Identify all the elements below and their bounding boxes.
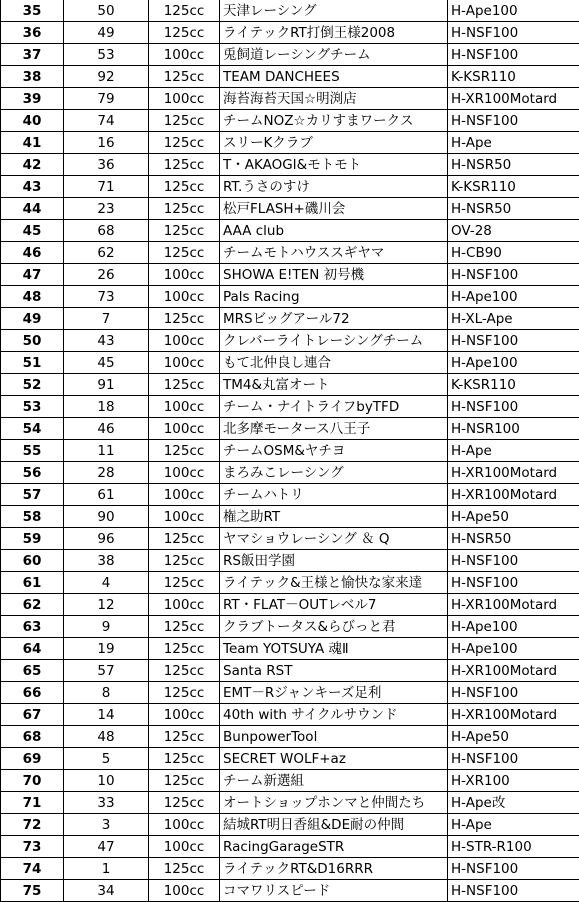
displacement-cell: 125cc: [149, 22, 220, 44]
position-cell: 49: [1, 308, 64, 330]
position-cell: 74: [1, 858, 64, 880]
machine-cell: H-STR-R100: [448, 836, 579, 858]
displacement-cell: 100cc: [149, 484, 220, 506]
displacement-cell: 100cc: [149, 594, 220, 616]
machine-cell: H-Ape100: [448, 352, 579, 374]
table-row: [1, 264, 579, 286]
displacement-cell: 100cc: [149, 352, 220, 374]
machine-cell: K-KSR110: [448, 374, 579, 396]
number-cell: 10: [64, 770, 149, 792]
number-cell: 45: [64, 352, 149, 374]
position-cell: 38: [1, 66, 64, 88]
displacement-cell: 125cc: [149, 308, 220, 330]
number-cell: 43: [64, 330, 149, 352]
position-cell: 37: [1, 44, 64, 66]
displacement-cell: 125cc: [149, 374, 220, 396]
machine-cell: H-Ape50: [448, 726, 579, 748]
number-cell: 12: [64, 594, 149, 616]
machine-cell: H-NSR50: [448, 154, 579, 176]
displacement-cell: 125cc: [149, 132, 220, 154]
number-cell: 49: [64, 22, 149, 44]
team-name-cell: 海苔海苔天国☆明渕店: [220, 88, 448, 110]
position-cell: 63: [1, 616, 64, 638]
team-name-cell: 兎飼道レーシングチーム: [220, 44, 448, 66]
position-cell: 48: [1, 286, 64, 308]
table-row: [1, 242, 579, 264]
position-cell: 47: [1, 264, 64, 286]
position-cell: 41: [1, 132, 64, 154]
team-name-cell: ライテックRT打倒王様2008: [220, 22, 448, 44]
position-cell: 53: [1, 396, 64, 418]
position-cell: 55: [1, 440, 64, 462]
position-cell: 56: [1, 462, 64, 484]
team-name-cell: もて北仲良し連合: [220, 352, 448, 374]
machine-cell: H-NSF100: [448, 682, 579, 704]
table-row: [1, 308, 579, 330]
machine-cell: H-Ape100: [448, 286, 579, 308]
table-row: [1, 0, 579, 22]
position-cell: 73: [1, 836, 64, 858]
number-cell: 5: [64, 748, 149, 770]
position-cell: 40: [1, 110, 64, 132]
position-cell: 64: [1, 638, 64, 660]
table-row: [1, 792, 579, 814]
number-cell: 7: [64, 308, 149, 330]
table-row: [1, 880, 579, 902]
machine-cell: H-NSF100: [448, 858, 579, 880]
displacement-cell: 125cc: [149, 198, 220, 220]
position-cell: 71: [1, 792, 64, 814]
position-cell: 45: [1, 220, 64, 242]
table-row: [1, 396, 579, 418]
machine-cell: H-NSF100: [448, 22, 579, 44]
machine-cell: H-Ape: [448, 814, 579, 836]
number-cell: 18: [64, 396, 149, 418]
position-cell: 39: [1, 88, 64, 110]
displacement-cell: 125cc: [149, 110, 220, 132]
table-row: [1, 616, 579, 638]
team-name-cell: オートショップホンマと仲間たち: [220, 792, 448, 814]
machine-cell: H-NSF100: [448, 110, 579, 132]
number-cell: 91: [64, 374, 149, 396]
number-cell: 61: [64, 484, 149, 506]
table-row: [1, 220, 579, 242]
table-row: [1, 770, 579, 792]
number-cell: 79: [64, 88, 149, 110]
number-cell: 57: [64, 660, 149, 682]
machine-cell: H-NSF100: [448, 396, 579, 418]
table-row: [1, 594, 579, 616]
number-cell: 14: [64, 704, 149, 726]
displacement-cell: 125cc: [149, 220, 220, 242]
position-cell: 62: [1, 594, 64, 616]
team-name-cell: Team YOTSUYA 魂Ⅱ: [220, 638, 448, 660]
team-name-cell: RS飯田学園: [220, 550, 448, 572]
number-cell: 28: [64, 462, 149, 484]
number-cell: 50: [64, 0, 149, 22]
displacement-cell: 125cc: [149, 0, 220, 22]
machine-cell: H-XR100Motard: [448, 594, 579, 616]
number-cell: 11: [64, 440, 149, 462]
number-cell: 3: [64, 814, 149, 836]
position-cell: 35: [1, 0, 64, 22]
table-row: [1, 286, 579, 308]
position-cell: 50: [1, 330, 64, 352]
displacement-cell: 125cc: [149, 550, 220, 572]
table-row: [1, 132, 579, 154]
displacement-cell: 100cc: [149, 836, 220, 858]
position-cell: 75: [1, 880, 64, 902]
team-name-cell: チームハトリ: [220, 484, 448, 506]
team-name-cell: ライテック&王様と愉快な家来達: [220, 572, 448, 594]
machine-cell: H-CB90: [448, 242, 579, 264]
table-row: [1, 44, 579, 66]
team-name-cell: チームNOZ☆カリすまワークス: [220, 110, 448, 132]
displacement-cell: 125cc: [149, 792, 220, 814]
displacement-cell: 125cc: [149, 528, 220, 550]
team-name-cell: クラブトータス&らびっと君: [220, 616, 448, 638]
position-cell: 65: [1, 660, 64, 682]
displacement-cell: 125cc: [149, 176, 220, 198]
team-name-cell: スリーKクラブ: [220, 132, 448, 154]
team-name-cell: T・AKAOGI&モトモト: [220, 154, 448, 176]
machine-cell: H-Ape: [448, 132, 579, 154]
table-row: [1, 726, 579, 748]
machine-cell: H-NSR100: [448, 418, 579, 440]
team-name-cell: SHOWA E!TEN 初号機: [220, 264, 448, 286]
machine-cell: H-NSF100: [448, 748, 579, 770]
table-row: [1, 836, 579, 858]
table-row: [1, 176, 579, 198]
table-row: [1, 858, 579, 880]
team-name-cell: RacingGarageSTR: [220, 836, 448, 858]
displacement-cell: 125cc: [149, 154, 220, 176]
displacement-cell: 100cc: [149, 506, 220, 528]
team-name-cell: BunpowerTool: [220, 726, 448, 748]
team-name-cell: コマワリスピード: [220, 880, 448, 902]
team-name-cell: MRSビッグアール72: [220, 308, 448, 330]
number-cell: 4: [64, 572, 149, 594]
team-name-cell: まろみこレーシング: [220, 462, 448, 484]
table-row: [1, 682, 579, 704]
position-cell: 52: [1, 374, 64, 396]
table-row: [1, 506, 579, 528]
position-cell: 68: [1, 726, 64, 748]
number-cell: 47: [64, 836, 149, 858]
number-cell: 53: [64, 44, 149, 66]
number-cell: 1: [64, 858, 149, 880]
displacement-cell: 125cc: [149, 770, 220, 792]
displacement-cell: 125cc: [149, 572, 220, 594]
displacement-cell: 125cc: [149, 682, 220, 704]
position-cell: 67: [1, 704, 64, 726]
machine-cell: OV-28: [448, 220, 579, 242]
displacement-cell: 125cc: [149, 660, 220, 682]
machine-cell: H-Ape100: [448, 616, 579, 638]
team-name-cell: クレバーライトレーシングチーム: [220, 330, 448, 352]
table-row: [1, 198, 579, 220]
team-name-cell: EMT－Rジャンキーズ足利: [220, 682, 448, 704]
machine-cell: H-Ape100: [448, 638, 579, 660]
machine-cell: H-Ape: [448, 440, 579, 462]
displacement-cell: 125cc: [149, 858, 220, 880]
position-cell: 46: [1, 242, 64, 264]
machine-cell: H-XR100Motard: [448, 484, 579, 506]
displacement-cell: 100cc: [149, 286, 220, 308]
number-cell: 36: [64, 154, 149, 176]
team-name-cell: チーム新選組: [220, 770, 448, 792]
number-cell: 96: [64, 528, 149, 550]
number-cell: 33: [64, 792, 149, 814]
machine-cell: H-NSF100: [448, 550, 579, 572]
machine-cell: H-XL-Ape: [448, 308, 579, 330]
table-row: [1, 638, 579, 660]
displacement-cell: 100cc: [149, 396, 220, 418]
team-name-cell: 天津レーシング: [220, 0, 448, 22]
table-row: [1, 66, 579, 88]
number-cell: 8: [64, 682, 149, 704]
position-cell: 70: [1, 770, 64, 792]
table-row: [1, 550, 579, 572]
table-row: [1, 418, 579, 440]
displacement-cell: 100cc: [149, 462, 220, 484]
table-row: [1, 572, 579, 594]
table-row: [1, 704, 579, 726]
team-name-cell: Pals Racing: [220, 286, 448, 308]
position-cell: 44: [1, 198, 64, 220]
team-name-cell: 40th with サイクルサウンド: [220, 704, 448, 726]
machine-cell: K-KSR110: [448, 66, 579, 88]
position-cell: 61: [1, 572, 64, 594]
machine-cell: H-XR100Motard: [448, 88, 579, 110]
number-cell: 62: [64, 242, 149, 264]
number-cell: 73: [64, 286, 149, 308]
displacement-cell: 125cc: [149, 616, 220, 638]
displacement-cell: 100cc: [149, 880, 220, 902]
team-name-cell: ヤマショウレーシング ＆ Q: [220, 528, 448, 550]
machine-cell: H-Ape100: [448, 0, 579, 22]
table-row: [1, 814, 579, 836]
machine-cell: H-NSF100: [448, 44, 579, 66]
team-name-cell: チーム・ナイトライフbyTFD: [220, 396, 448, 418]
results-table-body: [1, 0, 579, 902]
position-cell: 57: [1, 484, 64, 506]
machine-cell: H-NSR50: [448, 198, 579, 220]
position-cell: 69: [1, 748, 64, 770]
displacement-cell: 100cc: [149, 88, 220, 110]
number-cell: 46: [64, 418, 149, 440]
table-row: [1, 110, 579, 132]
machine-cell: H-XR100Motard: [448, 704, 579, 726]
number-cell: 16: [64, 132, 149, 154]
position-cell: 43: [1, 176, 64, 198]
displacement-cell: 100cc: [149, 264, 220, 286]
machine-cell: H-XR100Motard: [448, 462, 579, 484]
displacement-cell: 100cc: [149, 814, 220, 836]
table-row: [1, 484, 579, 506]
table-row: [1, 154, 579, 176]
displacement-cell: 125cc: [149, 638, 220, 660]
team-name-cell: 北多摩モータース八王子: [220, 418, 448, 440]
team-name-cell: AAA club: [220, 220, 448, 242]
number-cell: 92: [64, 66, 149, 88]
team-name-cell: 結城RT明日香組&DE耐の仲間: [220, 814, 448, 836]
machine-cell: H-XR100Motard: [448, 660, 579, 682]
team-name-cell: RT.うさのすけ: [220, 176, 448, 198]
number-cell: 90: [64, 506, 149, 528]
table-row: [1, 440, 579, 462]
table-row: [1, 330, 579, 352]
team-name-cell: Santa RST: [220, 660, 448, 682]
team-name-cell: チームモトハウススギヤマ: [220, 242, 448, 264]
machine-cell: K-KSR110: [448, 176, 579, 198]
machine-cell: H-NSF100: [448, 572, 579, 594]
number-cell: 34: [64, 880, 149, 902]
displacement-cell: 100cc: [149, 44, 220, 66]
displacement-cell: 100cc: [149, 704, 220, 726]
position-cell: 51: [1, 352, 64, 374]
position-cell: 54: [1, 418, 64, 440]
number-cell: 38: [64, 550, 149, 572]
number-cell: 23: [64, 198, 149, 220]
displacement-cell: 125cc: [149, 748, 220, 770]
position-cell: 66: [1, 682, 64, 704]
machine-cell: H-NSR50: [448, 528, 579, 550]
machine-cell: H-Ape改: [448, 792, 579, 814]
number-cell: 74: [64, 110, 149, 132]
team-name-cell: 権之助RT: [220, 506, 448, 528]
machine-cell: H-NSF100: [448, 880, 579, 902]
team-name-cell: チームOSM&ヤチヨ: [220, 440, 448, 462]
displacement-cell: 100cc: [149, 330, 220, 352]
table-row: [1, 88, 579, 110]
machine-cell: H-NSF100: [448, 330, 579, 352]
table-row: [1, 462, 579, 484]
displacement-cell: 125cc: [149, 726, 220, 748]
number-cell: 68: [64, 220, 149, 242]
table-row: [1, 748, 579, 770]
table-row: [1, 660, 579, 682]
team-name-cell: SECRET WOLF+az: [220, 748, 448, 770]
number-cell: 26: [64, 264, 149, 286]
table-row: [1, 528, 579, 550]
position-cell: 72: [1, 814, 64, 836]
number-cell: 71: [64, 176, 149, 198]
displacement-cell: 125cc: [149, 66, 220, 88]
position-cell: 58: [1, 506, 64, 528]
team-name-cell: TM4&丸富オート: [220, 374, 448, 396]
position-cell: 42: [1, 154, 64, 176]
machine-cell: H-NSF100: [448, 264, 579, 286]
number-cell: 48: [64, 726, 149, 748]
table-row: [1, 22, 579, 44]
position-cell: 59: [1, 528, 64, 550]
team-name-cell: RT・FLAT－OUTレベル7: [220, 594, 448, 616]
team-name-cell: ライテックRT&D16RRR: [220, 858, 448, 880]
displacement-cell: 125cc: [149, 242, 220, 264]
position-cell: 36: [1, 22, 64, 44]
displacement-cell: 125cc: [149, 440, 220, 462]
table-row: [1, 374, 579, 396]
machine-cell: H-XR100: [448, 770, 579, 792]
number-cell: 9: [64, 616, 149, 638]
machine-cell: H-Ape50: [448, 506, 579, 528]
displacement-cell: 100cc: [149, 418, 220, 440]
team-name-cell: 松戸FLASH+磯川会: [220, 198, 448, 220]
position-cell: 60: [1, 550, 64, 572]
table-row: [1, 352, 579, 374]
team-name-cell: TEAM DANCHEES: [220, 66, 448, 88]
number-cell: 19: [64, 638, 149, 660]
